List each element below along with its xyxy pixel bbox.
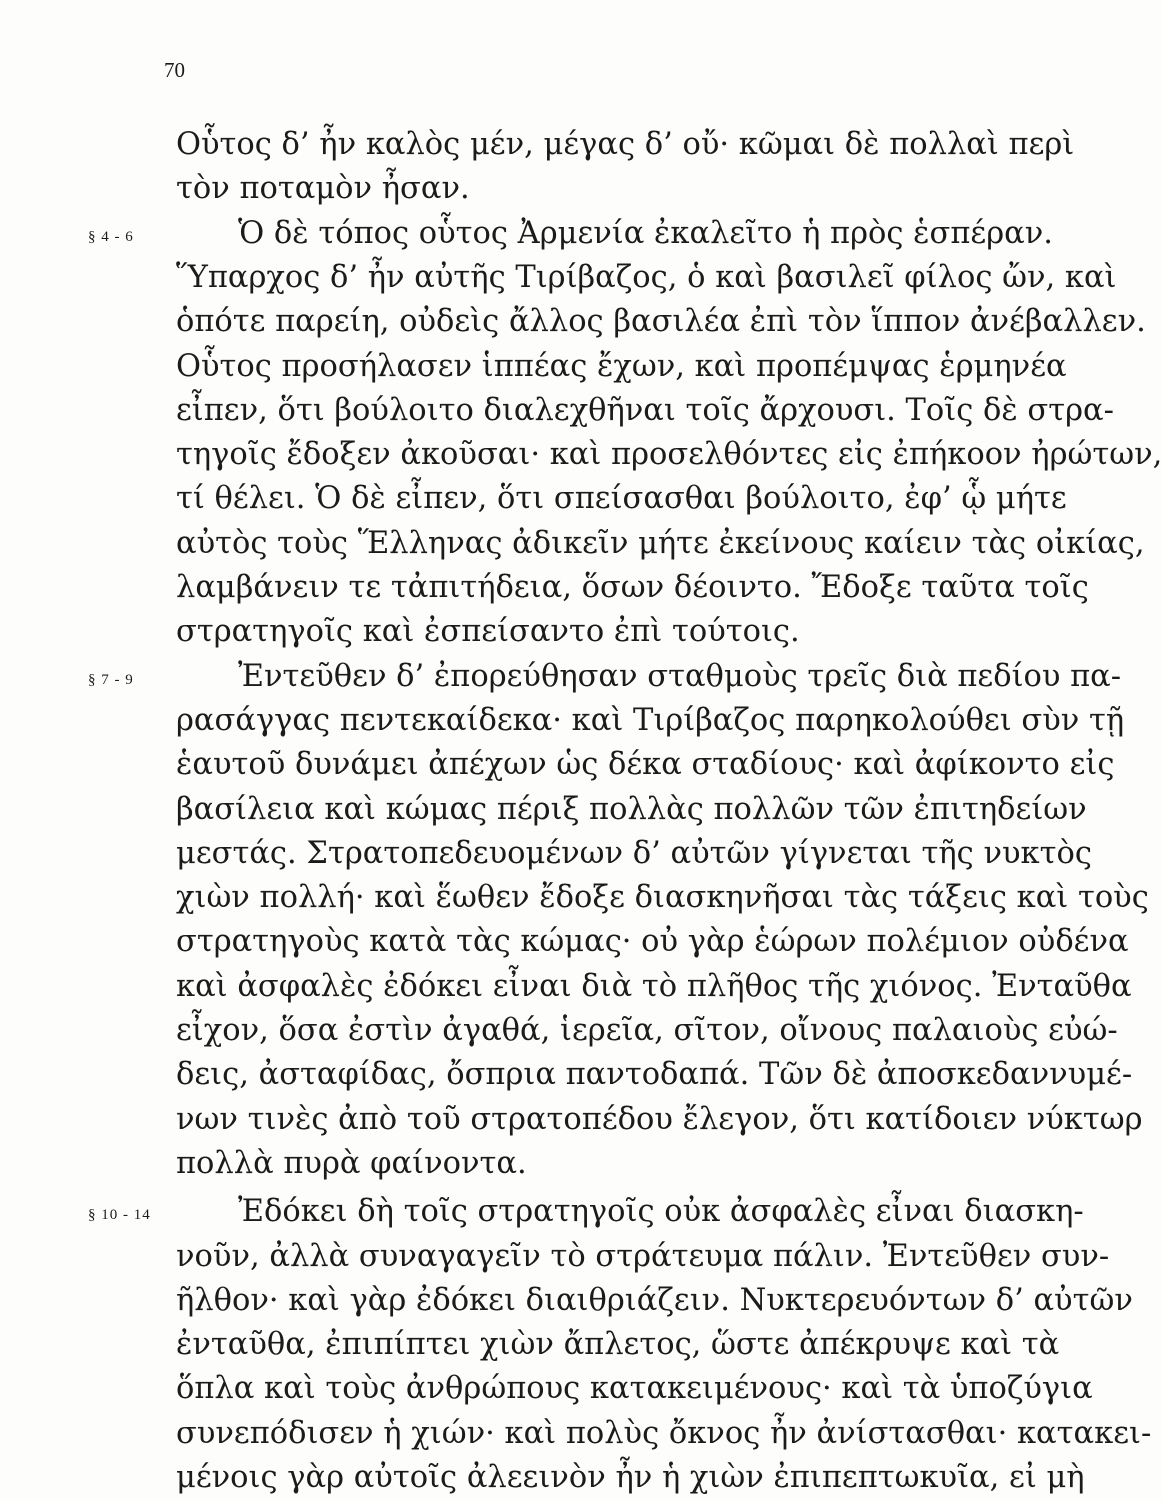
text-line: πολλὰ πυρὰ φαίνοντα. bbox=[176, 1145, 527, 1181]
text-line: μένοις γὰρ αὐτοῖς ἀλεεινὸν ἦν ἡ χιὼν ἐπιπεπτωκυῖα, εἰ μὴ bbox=[176, 1460, 1085, 1495]
text-line: Ὁ δὲ τόπος οὗτος Ἀρμενία ἐκαλεῖτο ἡ πρὸς ἑσπέραν. bbox=[238, 215, 1053, 251]
text-line: Οὗτος προσήλασεν ἱππέας ἔχων, καὶ προπέμψας ἑρμηνέα bbox=[176, 348, 1067, 384]
page-number: 70 bbox=[164, 58, 185, 82]
text-line: ὁπότε παρείη, οὐδεὶς ἄλλος βασιλέα ἐπὶ τὸν ἵππον ἀνέβαλλεν. bbox=[176, 304, 1146, 340]
text-line: ρασάγγας πεντεκαίδεκα· καὶ Τιρίβαζος παρηκολούθει σὺν τῇ bbox=[176, 702, 1125, 738]
text-line: χιὼν πολλή· καὶ ἕωθεν ἔδοξε διασκηνῆσαι τὰς τάξεις καὶ τοὺς bbox=[176, 880, 1149, 916]
text-line: ἑαυτοῦ δυνάμει ἀπέχων ὡς δέκα σταδίους· καὶ ἀφίκοντο εἰς bbox=[176, 747, 1115, 783]
text-line: εἶπεν, ὅτι βούλοιτο διαλεχθῆναι τοῖς ἄρχουσι. Τοῖς δὲ στρα- bbox=[176, 392, 1114, 428]
text-line: νοῦν, ἀλλὰ συναγαγεῖν τὸ στράτευμα πάλιν. Ἐντεῦθεν συν- bbox=[176, 1238, 1110, 1274]
text-line: τί θέλει. Ὁ δὲ εἶπεν, ὅτι σπείσασθαι βούλοιτο, ἐφ’ ᾧ μήτε bbox=[176, 481, 1067, 517]
text-line: συνεπόδισεν ἡ χιών· καὶ πολὺς ὄκνος ἦν ἀνίστασθαι· κατακει- bbox=[176, 1415, 1152, 1451]
text-line: ἐνταῦθα, ἐπιπίπτει χιὼν ἄπλετος, ὥστε ἀπέκρυψε καὶ τὰ bbox=[176, 1327, 1060, 1363]
section-marker: § 10 - 14 bbox=[88, 1207, 151, 1224]
section-marker: § 4 - 6 bbox=[88, 228, 134, 245]
text-line: τηγοῖς ἔδοξεν ἀκοῦσαι· καὶ προσελθόντες εἰς ἐπήκοον ἠρώτων, bbox=[176, 437, 1162, 473]
text-line: στρατηγοῖς καὶ ἐσπείσαντο ἐπὶ τούτοις. bbox=[176, 614, 800, 650]
text-line: νων τινὲς ἀπὸ τοῦ στρατοπέδου ἔλεγον, ὅτι κατίδοιεν νύκτωρ bbox=[176, 1101, 1143, 1137]
text-line: εἶχον, ὅσα ἐστὶν ἀγαθά, ἱερεῖα, σῖτον, οἴνους παλαιοὺς εὐώ- bbox=[176, 1013, 1118, 1048]
text-line: Ἐδόκει δὴ τοῖς στρατηγοῖς οὐκ ἀσφαλὲς εἶναι διασκη- bbox=[238, 1194, 1084, 1230]
text-line: δεις, ἀσταφίδας, ὄσπρια παντοδαπά. Τῶν δὲ ἀποσκεδαννυμέ- bbox=[176, 1057, 1133, 1093]
text-line: ὅπλα καὶ τοὺς ἀνθρώπους κατακειμένους· καὶ τὰ ὑποζύγια bbox=[176, 1371, 1093, 1407]
text-line: αὐτὸς τοὺς Ἕλληνας ἀδικεῖν μήτε ἐκείνους καίειν τὰς οἰκίας, bbox=[176, 525, 1145, 561]
section-marker: § 7 - 9 bbox=[88, 671, 134, 688]
text-line: Ὕπαρχος δ’ ἦν αὐτῆς Τιρίβαζος, ὁ καὶ βασιλεῖ φίλος ὤν, καὶ bbox=[176, 259, 1117, 295]
text-line: ῆλθον· καὶ γὰρ ἐδόκει διαιθριάζειν. Νυκτερευόντων δ’ αὐτῶν bbox=[176, 1282, 1133, 1318]
text-line: στρατηγοὺς κατὰ τὰς κώμας· οὐ γὰρ ἑώρων πολέμιον οὐδένα bbox=[176, 924, 1129, 960]
text-line: καὶ ἀσφαλὲς ἐδόκει εἶναι διὰ τὸ πλῆθος τῆς χιόνος. Ἐνταῦθα bbox=[176, 968, 1132, 1004]
text-line: Ἐντεῦθεν δ’ ἐπορεύθησαν σταθμοὺς τρεῖς διὰ πεδίου πα- bbox=[238, 658, 1122, 694]
text-line: μεστάς. Στρατοπεδευομένων δ’ αὐτῶν γίγνεται τῆς νυκτὸς bbox=[176, 835, 1092, 871]
text-line: λαμβάνειν τε τἀπιτήδεια, ὅσων δέοιντο. Ἔδοξε ταῦτα τοῖς bbox=[176, 570, 1089, 605]
text-line: τὸν ποταμὸν ἦσαν. bbox=[176, 171, 470, 207]
text-line: Οὗτος δ’ ἦν καλὸς μέν, μέγας δ’ οὔ· κῶμαι δὲ πολλαὶ περὶ bbox=[176, 127, 1075, 162]
text-line: βασίλεια καὶ κώμας πέριξ πολλὰς πολλῶν τῶν ἐπιτηδείων bbox=[176, 791, 1087, 827]
